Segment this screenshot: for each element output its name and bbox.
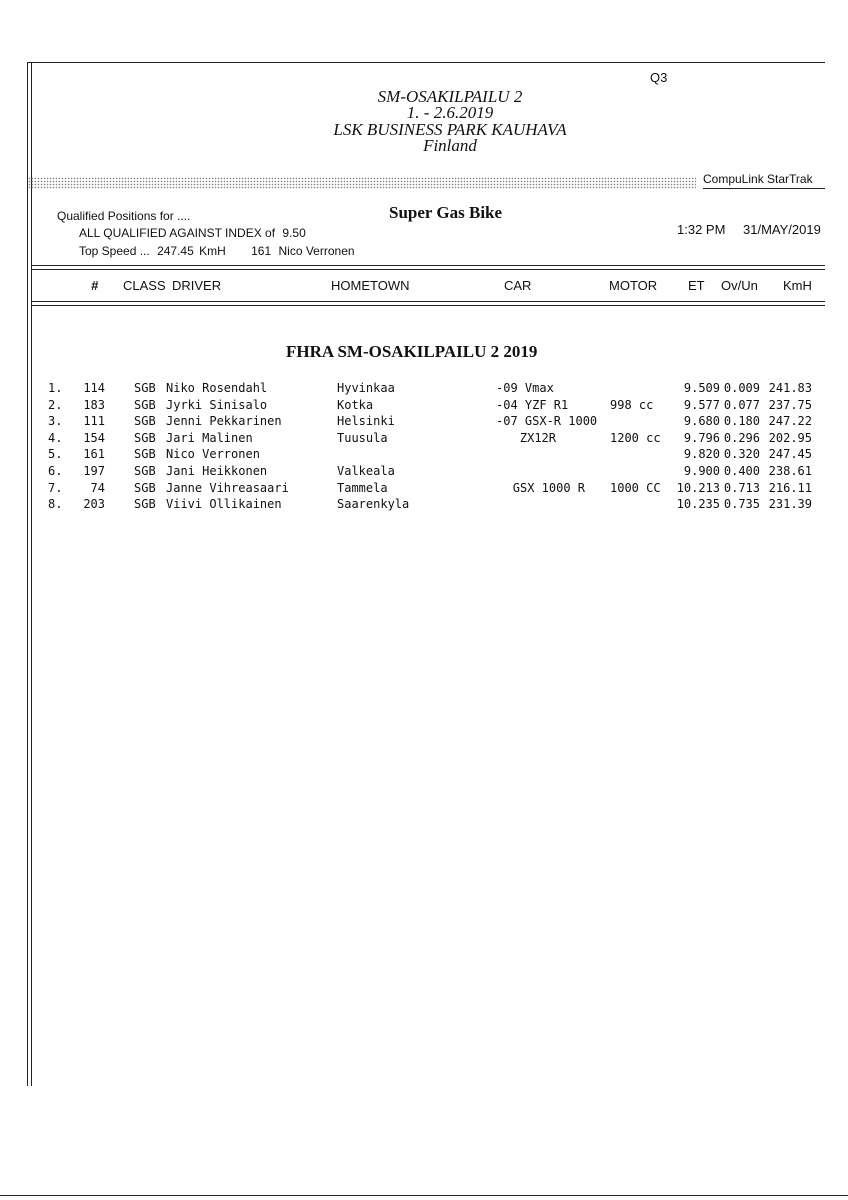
- cell-class: SGB: [134, 480, 156, 495]
- cell-num: 183: [83, 397, 105, 412]
- cell-pos: 1.: [48, 381, 63, 395]
- left-border-line: [27, 62, 28, 1086]
- top-speed-number: 161: [251, 244, 272, 258]
- cell-driver: Jani Heikkonen: [166, 464, 268, 478]
- table-row: [0, 447, 848, 463]
- cell-driver: Jyrki Sinisalo: [166, 397, 268, 412]
- table-row: [0, 464, 848, 480]
- cell-car: -07 GSX-R 1000: [496, 414, 598, 429]
- cell-num: 114: [83, 381, 105, 395]
- col-hometown: HOMETOWN: [331, 278, 410, 293]
- cell-class: SGB: [134, 447, 156, 462]
- col-car: CAR: [504, 278, 532, 293]
- cell-kmh: 216.11: [768, 480, 812, 495]
- cell-motor: 1200 cc: [610, 430, 661, 445]
- cell-num: 161: [83, 447, 105, 462]
- cell-num: 203: [83, 497, 105, 512]
- event-venue: LSK BUSINESS PARK KAUHAVA: [333, 120, 567, 139]
- bottom-border-line: [0, 1195, 848, 1196]
- cell-kmh: 231.39: [768, 497, 812, 512]
- top-speed-value: 247.45: [157, 244, 194, 258]
- cell-et: 9.680: [683, 414, 720, 429]
- cell-class: SGB: [134, 397, 156, 412]
- cell-et: 9.820: [683, 447, 720, 462]
- cell-ovun: 0.400: [723, 464, 760, 478]
- cell-motor: 998 cc: [610, 397, 654, 412]
- report-time: 1:32 PM: [677, 222, 726, 237]
- index-text: ALL QUALIFIED AGAINST INDEX of: [79, 226, 276, 240]
- column-header-top-rule: [32, 265, 825, 266]
- cell-car: -04 YZF R1: [496, 397, 569, 412]
- cell-kmh: 247.22: [768, 414, 812, 429]
- table-row: [0, 398, 848, 414]
- index-line: [79, 226, 306, 240]
- table-row: [0, 414, 848, 430]
- cell-ovun: 0.296: [723, 430, 760, 445]
- cell-num: 154: [83, 430, 105, 445]
- cell-pos: 2.: [48, 397, 63, 412]
- cell-kmh: 241.83: [768, 381, 812, 395]
- cell-kmh: 238.61: [768, 464, 812, 478]
- cell-hometown: Saarenkyla: [337, 497, 410, 512]
- column-header-bottom-rule-2: [32, 305, 825, 306]
- cell-car: ZX12R: [519, 430, 556, 445]
- col-et: ET: [688, 278, 705, 293]
- cell-et: 9.509: [683, 381, 720, 395]
- cell-et: 9.900: [683, 464, 720, 478]
- cell-class: SGB: [134, 414, 156, 429]
- cell-kmh: 237.75: [768, 397, 812, 412]
- index-value: 9.50: [282, 226, 306, 240]
- cell-class: SGB: [134, 464, 156, 478]
- column-header-bottom-rule: [32, 301, 825, 302]
- col-motor: MOTOR: [609, 278, 658, 293]
- event-dates: 1. - 2.6.2019: [406, 103, 494, 122]
- cell-driver: Jari Malinen: [166, 430, 253, 445]
- top-speed-line: [79, 244, 355, 258]
- cell-num: 74: [90, 480, 105, 495]
- cell-hometown: Tammela: [337, 480, 388, 495]
- cell-hometown: Hyvinkaa: [337, 381, 395, 395]
- table-row: [0, 481, 848, 497]
- left-border-line-inner: [31, 62, 32, 1086]
- cell-kmh: 202.95: [768, 430, 812, 445]
- top-speed-unit: KmH: [199, 244, 226, 258]
- col-ovun: Ov/Un: [721, 278, 758, 293]
- cell-driver: Jenni Pekkarinen: [166, 414, 282, 429]
- table-row: [0, 497, 848, 513]
- cell-pos: 4.: [48, 430, 63, 445]
- top-border-line: [27, 62, 825, 63]
- cell-et: 9.796: [683, 430, 720, 445]
- cell-pos: 6.: [48, 464, 63, 478]
- event-title: SM-OSAKILPAILU 2: [377, 87, 523, 106]
- event-country: Finland: [423, 136, 477, 155]
- col-num: #: [91, 278, 99, 293]
- col-driver: DRIVER: [172, 278, 222, 293]
- cell-driver: Viivi Ollikainen: [166, 497, 282, 512]
- col-class: CLASS: [123, 278, 166, 293]
- col-kmh: KmH: [783, 278, 812, 293]
- table-row: [0, 431, 848, 447]
- page-code: Q3: [650, 70, 668, 85]
- cell-car: GSX 1000 R: [512, 480, 585, 495]
- cell-car: -09 Vmax: [496, 381, 554, 395]
- class-name: Super Gas Bike: [389, 203, 503, 222]
- cell-et: 10.213: [676, 480, 720, 495]
- cell-hometown: Valkeala: [337, 464, 395, 478]
- cell-pos: 8.: [48, 497, 63, 512]
- cell-pos: 7.: [48, 480, 63, 495]
- cell-et: 9.577: [683, 397, 720, 412]
- cell-class: SGB: [134, 381, 156, 395]
- cell-hometown: Kotka: [337, 397, 374, 412]
- qualified-positions-label: Qualified Positions for ....: [57, 209, 191, 223]
- cell-driver: Nico Verronen: [166, 447, 260, 462]
- cell-motor: 1000 CC: [610, 480, 661, 495]
- top-speed-driver: Nico Verronen: [278, 244, 355, 258]
- cell-class: SGB: [134, 430, 156, 445]
- cell-ovun: 0.713: [723, 480, 760, 495]
- cell-num: 197: [83, 464, 105, 478]
- cell-num: 111: [83, 414, 105, 429]
- cell-class: SGB: [134, 497, 156, 512]
- cell-ovun: 0.735: [723, 497, 760, 512]
- section-title: FHRA SM-OSAKILPAILU 2 2019: [286, 342, 538, 361]
- cell-ovun: 0.180: [723, 414, 760, 429]
- cell-hometown: Tuusula: [337, 430, 388, 445]
- cell-driver: Niko Rosendahl: [166, 381, 268, 395]
- report-date: 31/MAY/2019: [743, 222, 821, 237]
- dotted-separator: [28, 177, 696, 189]
- top-speed-label: Top Speed ...: [79, 244, 150, 258]
- cell-pos: 3.: [48, 414, 63, 429]
- cell-ovun: 0.077: [723, 397, 760, 412]
- cell-et: 10.235: [676, 497, 720, 512]
- cell-ovun: 0.009: [723, 381, 760, 395]
- cell-hometown: Helsinki: [337, 414, 395, 429]
- header-rule: [703, 188, 825, 189]
- cell-ovun: 0.320: [723, 447, 760, 462]
- cell-kmh: 247.45: [768, 447, 812, 462]
- cell-pos: 5.: [48, 447, 63, 462]
- timing-system-label: CompuLink StarTrak: [703, 172, 813, 186]
- table-row: [0, 381, 848, 397]
- cell-driver: Janne Vihreasaari: [166, 480, 289, 495]
- column-header-top-rule-2: [32, 269, 825, 270]
